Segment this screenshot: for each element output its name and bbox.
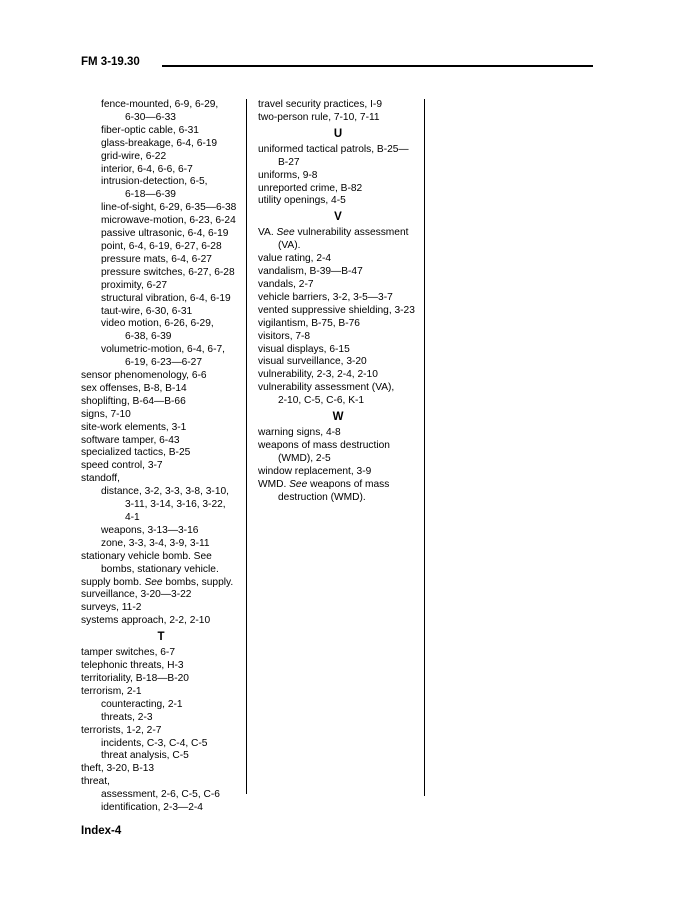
index-entry: weapons of mass destruction: [258, 439, 390, 451]
index-entry: unreported crime, B-82: [258, 182, 363, 194]
index-subentry: 3-11, 3-14, 3-16, 3-22,: [125, 499, 226, 511]
index-entry: utility openings, 4-5: [258, 195, 346, 207]
index-subentry: intrusion-detection, 6-5,: [101, 176, 208, 188]
index-entry: visual surveillance, 3-20: [258, 356, 367, 368]
index-subentry: proximity, 6-27: [101, 279, 168, 291]
index-entry: systems approach, 2-2, 2-10: [81, 615, 211, 627]
index-subentry: 6-18—6-39: [125, 189, 176, 201]
index-subentry: glass-breakage, 6-4, 6-19: [101, 137, 218, 149]
column-divider-2: [424, 99, 425, 796]
index-subentry: threat analysis, C-5: [101, 750, 189, 762]
index-entry: vulnerability, 2-3, 2-4, 2-10: [258, 369, 378, 381]
index-subentry: zone, 3-3, 3-4, 3-9, 3-11: [101, 537, 210, 549]
index-entry: signs, 7-10: [81, 408, 131, 420]
index-subentry: 4-1: [125, 512, 140, 523]
index-column-1: [81, 99, 241, 815]
index-entry: vehicle barriers, 3-2, 3-5—3-7: [258, 291, 393, 303]
index-entry: window replacement, 3-9: [258, 465, 372, 477]
index-entry: vandals, 2-7: [258, 278, 314, 290]
index-entry: vented suppressive shielding, 3-23: [258, 304, 415, 316]
index-subentry: volumetric-motion, 6-4, 6-7,: [101, 344, 225, 356]
index-subentry: microwave-motion, 6-23, 6-24: [101, 215, 236, 227]
see-reference: See: [144, 576, 163, 588]
index-entry: terrorists, 1-2, 2-7: [81, 724, 162, 736]
index-entry: uniformed tactical patrols, B-25—: [258, 143, 409, 155]
index-entry: value rating, 2-4: [258, 253, 332, 265]
index-entry: sensor phenomenology, 6-6: [81, 370, 207, 382]
index-section-letter: V: [334, 211, 342, 224]
index-entry: VA. See vulnerability assessment: [258, 227, 409, 239]
index-entry: visitors, 7-8: [258, 330, 311, 342]
index-entry: threat,: [81, 776, 110, 788]
index-entry: WMD. See weapons of mass: [258, 478, 390, 490]
index-subentry: fence-mounted, 6-9, 6-29,: [101, 99, 219, 110]
index-subentry: interior, 6-4, 6-6, 6-7: [101, 163, 193, 175]
index-subentry: assessment, 2-6, C-5, C-6: [101, 789, 220, 801]
index-subentry: pressure mats, 6-4, 6-27: [101, 253, 212, 265]
index-subentry: 6-19, 6-23—6-27: [125, 357, 203, 369]
index-entry: shoplifting, B-64—B-66: [81, 395, 186, 407]
index-entry: specialized tactics, B-25: [81, 447, 191, 459]
index-subentry: (WMD), 2-5: [278, 452, 331, 464]
index-subentry: grid-wire, 6-22: [101, 150, 167, 162]
index-entry: vulnerability assessment (VA),: [258, 382, 395, 394]
index-subentry: B-27: [278, 156, 300, 168]
index-subentry: (VA).: [278, 240, 301, 252]
index-subentry: weapons, 3-13—3-16: [101, 524, 199, 536]
column-divider-1: [246, 99, 247, 794]
index-entry: sex offenses, B-8, B-14: [81, 382, 187, 394]
index-subentry: threats, 2-3: [101, 711, 153, 723]
index-entry: two-person rule, 7-10, 7-11: [258, 111, 380, 123]
index-entry: supply bomb. See bombs, supply.: [81, 576, 234, 588]
index-subentry: line-of-sight, 6-29, 6-35—6-38: [101, 202, 237, 214]
index-entry: surveys, 11-2: [81, 602, 142, 614]
index-entry: surveillance, 3-20—3-22: [81, 589, 192, 601]
index-entry: theft, 3-20, B-13: [81, 763, 155, 775]
index-entry: vigilantism, B-75, B-76: [258, 317, 360, 329]
index-entry: software tamper, 6-43: [81, 434, 180, 446]
index-subentry: destruction (WMD).: [278, 491, 366, 503]
index-section-letter: T: [157, 631, 165, 644]
index-subentry: distance, 3-2, 3-3, 3-8, 3-10,: [101, 486, 229, 498]
index-subentry: 6-38, 6-39: [125, 331, 172, 343]
index-entry: stationary vehicle bomb. See: [81, 550, 212, 562]
index-subentry: counteracting, 2-1: [101, 698, 183, 710]
index-subentry: fiber-optic cable, 6-31: [101, 124, 199, 136]
header-rule: [162, 65, 593, 67]
index-entry: site-work elements, 3-1: [81, 421, 187, 433]
index-subentry: incidents, C-3, C-4, C-5: [101, 737, 208, 749]
see-reference: See: [276, 227, 295, 239]
index-entry: standoff,: [81, 473, 120, 485]
index-entry: territoriality, B-18—B-20: [81, 672, 189, 684]
index-entry: warning signs, 4-8: [258, 427, 341, 439]
index-entry: tamper switches, 6-7: [81, 647, 175, 659]
index-subentry: structural vibration, 6-4, 6-19: [101, 292, 231, 304]
index-subentry: 6-30—6-33: [125, 111, 176, 123]
index-column-2: [258, 99, 418, 504]
index-section-letter: W: [332, 411, 344, 424]
index-entry: vandalism, B-39—B-47: [258, 266, 363, 278]
index-entry: speed control, 3-7: [81, 460, 163, 472]
index-entry: terrorism, 2-1: [81, 685, 142, 697]
index-subentry: taut-wire, 6-30, 6-31: [101, 305, 193, 317]
index-section-letter: U: [333, 127, 343, 140]
index-subentry: pressure switches, 6-27, 6-28: [101, 266, 235, 278]
page-header-label: FM 3-19.30: [81, 56, 140, 68]
index-subentry: identification, 2-3—2-4: [101, 802, 203, 814]
see-reference: See: [289, 478, 308, 490]
index-subentry: 2-10, C-5, C-6, K-1: [278, 395, 365, 407]
index-subentry: video motion, 6-26, 6-29,: [101, 318, 214, 330]
index-entry: telephonic threats, H-3: [81, 660, 184, 672]
index-subentry: passive ultrasonic, 6-4, 6-19: [101, 228, 229, 240]
index-subentry: point, 6-4, 6-19, 6-27, 6-28: [101, 240, 222, 252]
index-subentry: bombs, stationary vehicle.: [101, 563, 219, 575]
page-footer-label: Index-4: [81, 825, 122, 837]
index-entry: travel security practices, I-9: [258, 99, 382, 110]
index-entry: visual displays, 6-15: [258, 343, 350, 355]
index-entry: uniforms, 9-8: [258, 169, 318, 181]
